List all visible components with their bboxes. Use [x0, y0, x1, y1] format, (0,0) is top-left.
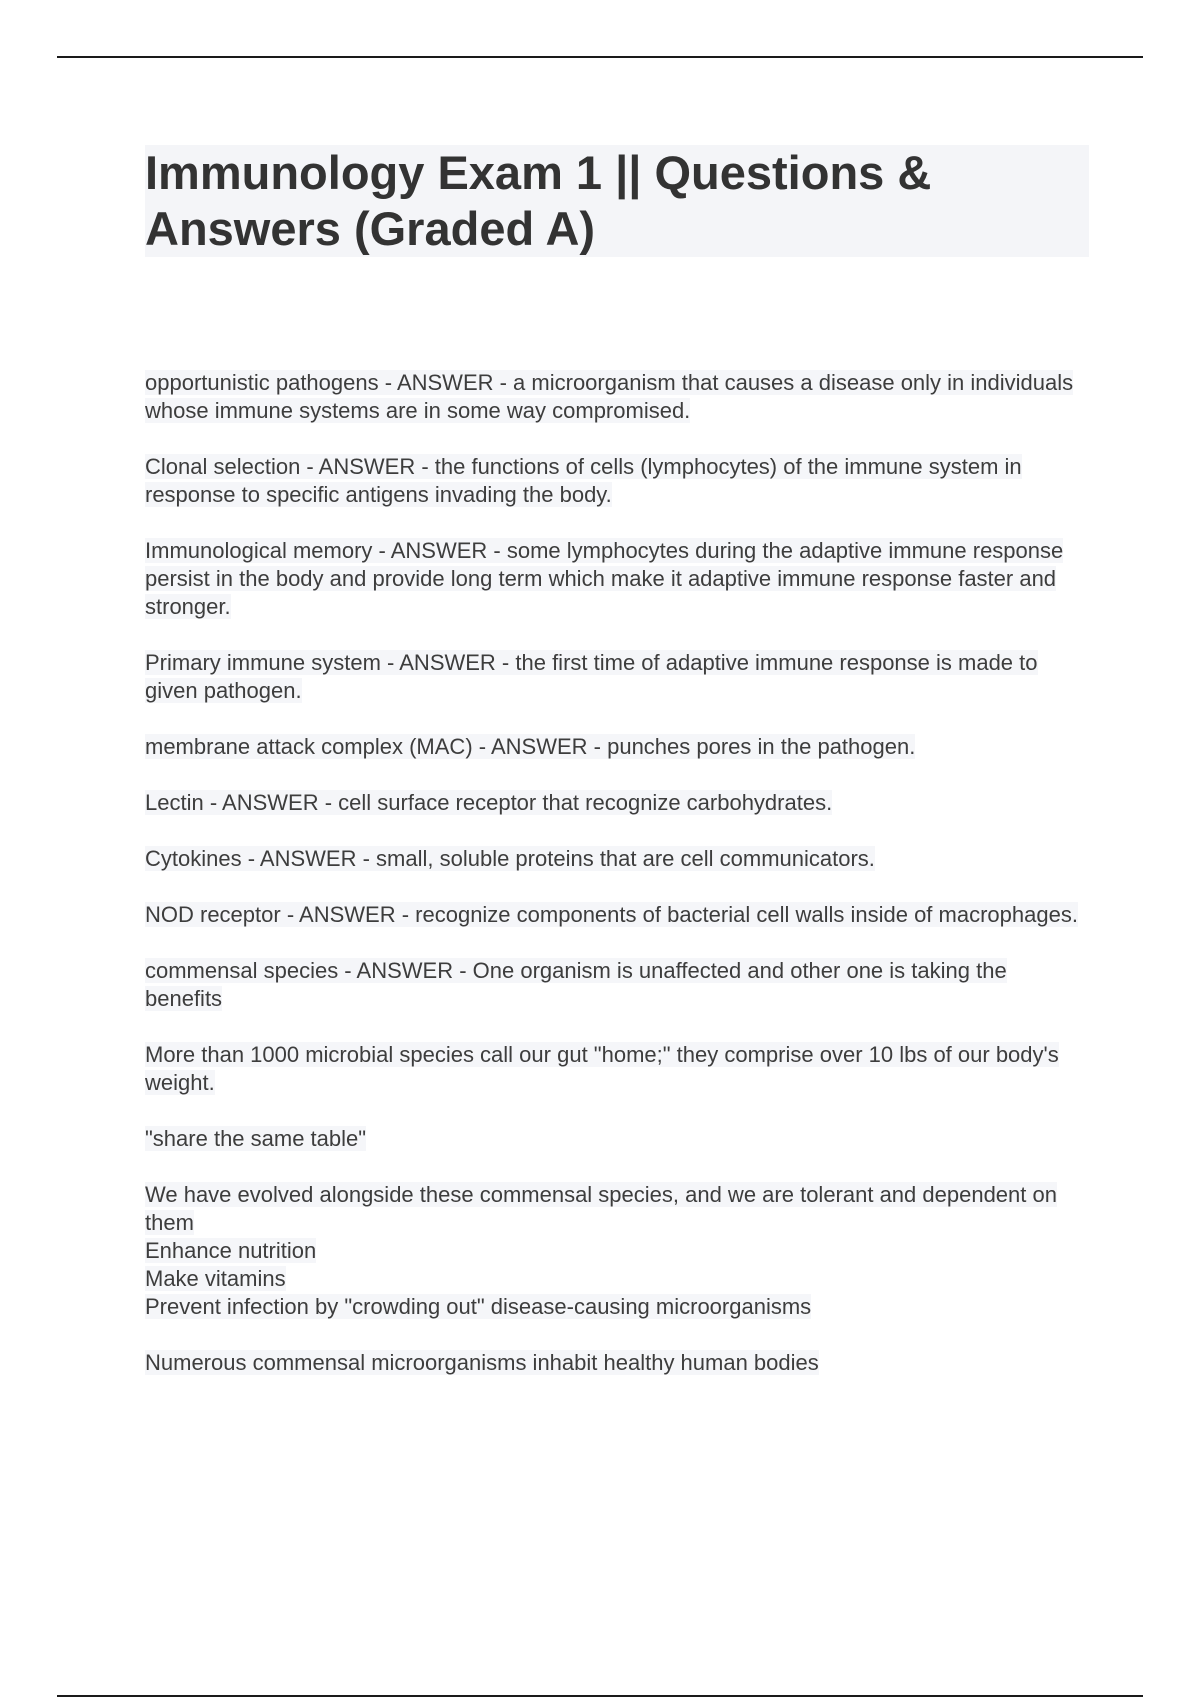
page-title: Immunology Exam 1 || Questions & Answers (Graded A) — [145, 145, 1089, 257]
note-line: Make vitamins — [145, 1266, 286, 1291]
qa-entry: commensal species - ANSWER - One organism is unaffected and other one is taking the benefits — [145, 958, 1007, 1011]
document-body — [145, 145, 1089, 1405]
qa-entry: membrane attack complex (MAC) - ANSWER - punches pores in the pathogen. — [145, 734, 916, 759]
note-line: Prevent infection by "crowding out" disease-causing microorganisms — [145, 1294, 812, 1319]
top-rule — [57, 56, 1143, 58]
qa-entry: opportunistic pathogens - ANSWER - a microorganism that causes a disease only in individuals whose immune systems are in some way compromised. — [145, 370, 1074, 423]
qa-list — [145, 369, 1089, 1377]
qa-entry: Clonal selection - ANSWER - the functions of cells (lymphocytes) of the immune system in response to specific antigens invading the body. — [145, 454, 1022, 507]
qa-entry: Primary immune system - ANSWER - the first time of adaptive immune response is made to given pathogen. — [145, 650, 1038, 703]
note-entry: "share the same table" — [145, 1126, 367, 1151]
qa-entry: Lectin - ANSWER - cell surface receptor that recognize carbohydrates. — [145, 790, 833, 815]
qa-entry: Immunological memory - ANSWER - some lymphocytes during the adaptive immune response persist in the body and provide long term which make it adaptive immune response faster and stronger. — [145, 538, 1064, 619]
note-line: Enhance nutrition — [145, 1238, 317, 1263]
bottom-rule — [57, 1695, 1143, 1697]
qa-entry: Cytokines - ANSWER - small, soluble proteins that are cell communicators. — [145, 846, 875, 871]
note-list-entry — [145, 1181, 1089, 1321]
note-entry: Numerous commensal microorganisms inhabit healthy human bodies — [145, 1350, 819, 1375]
note-entry: More than 1000 microbial species call our gut "home;" they comprise over 10 lbs of our body's weight. — [145, 1042, 1059, 1095]
note-line: We have evolved alongside these commensal species, and we are tolerant and dependent on them — [145, 1182, 1057, 1235]
qa-entry: NOD receptor - ANSWER - recognize components of bacterial cell walls inside of macrophages. — [145, 902, 1078, 927]
